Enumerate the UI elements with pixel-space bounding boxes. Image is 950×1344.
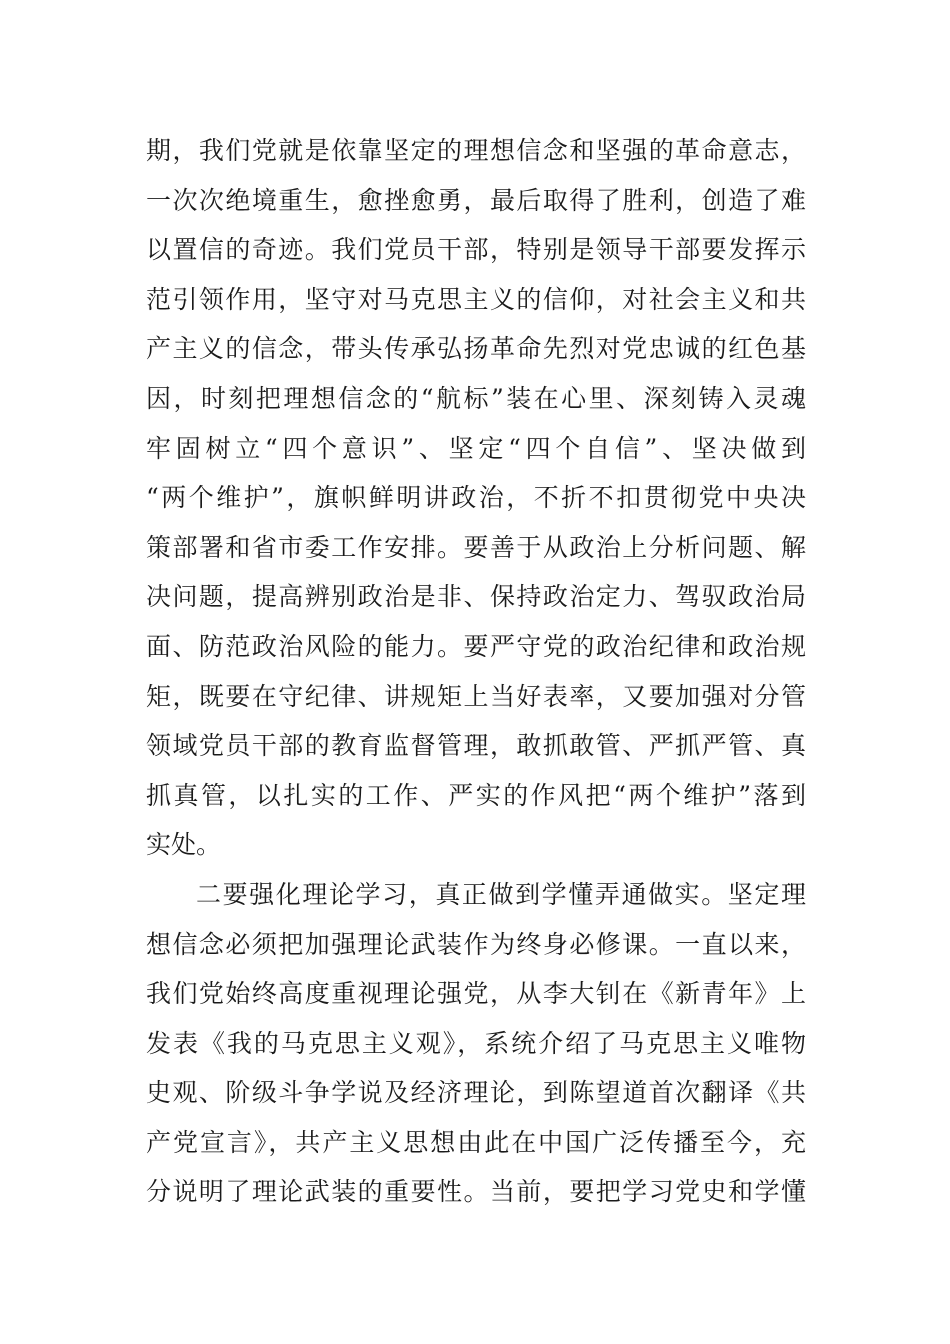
text-line: 面、防范政治风险的能力。要严守党的政治纪律和政治规	[146, 631, 806, 661]
text-line: 因，时刻把理想信念的“航标”装在心里、深刻铸入灵魂	[146, 383, 806, 413]
text-line: 范引领作用，坚守对马克思主义的信仰，对社会主义和共	[146, 284, 806, 314]
text-line: 决问题，提高辨别政治是非、保持政治定力、驾驭政治局	[146, 582, 806, 612]
text-line: 矩，既要在守纪律、讲规矩上当好表率，又要加强对分管	[146, 681, 806, 711]
text-line: 分说明了理论武装的重要性。当前，要把学习党史和学懂	[146, 1177, 806, 1207]
text-line: 史观、阶级斗争学说及经济理论，到陈望道首次翻译《共	[146, 1078, 806, 1108]
text-line: 想信念必须把加强理论武装作为终身必修课。一直以来，	[146, 929, 806, 959]
text-line: 我们党始终高度重视理论强党，从李大钊在《新青年》上	[146, 979, 806, 1009]
text-line: “两个维护”，旗帜鲜明讲政治，不折不扣贯彻党中央决	[146, 483, 806, 513]
text-line: 产主义的信念，带头传承弘扬革命先烈对党忠诚的红色基	[146, 334, 806, 364]
text-line: 领域党员干部的教育监督管理，敢抓敢管、严抓严管、真	[146, 731, 806, 761]
body-text	[146, 126, 806, 1217]
text-line: 抓真管，以扎实的工作、严实的作风把“两个维护”落到	[146, 780, 806, 810]
text-line: 牢固树立“四个意识”、坚定“四个自信”、坚决做到	[146, 433, 806, 463]
text-line: 以置信的奇迹。我们党员干部，特别是领导干部要发挥示	[146, 235, 806, 265]
text-line: 产党宣言》，共产主义思想由此在中国广泛传播至今，充	[146, 1127, 806, 1157]
paragraph-start-line: 二要强化理论学习，真正做到学懂弄通做实。坚定理	[196, 879, 806, 909]
text-line: 期，我们党就是依靠坚定的理想信念和坚强的革命意志，	[146, 136, 806, 165]
paragraph-end-line: 实处。	[146, 830, 222, 860]
text-line: 策部署和省市委工作安排。要善于从政治上分析问题、解	[146, 532, 806, 562]
text-line: 发表《我的马克思主义观》，系统介绍了马克思主义唯物	[146, 1028, 806, 1058]
text-line: 一次次绝境重生，愈挫愈勇，最后取得了胜利，创造了难	[146, 185, 806, 215]
